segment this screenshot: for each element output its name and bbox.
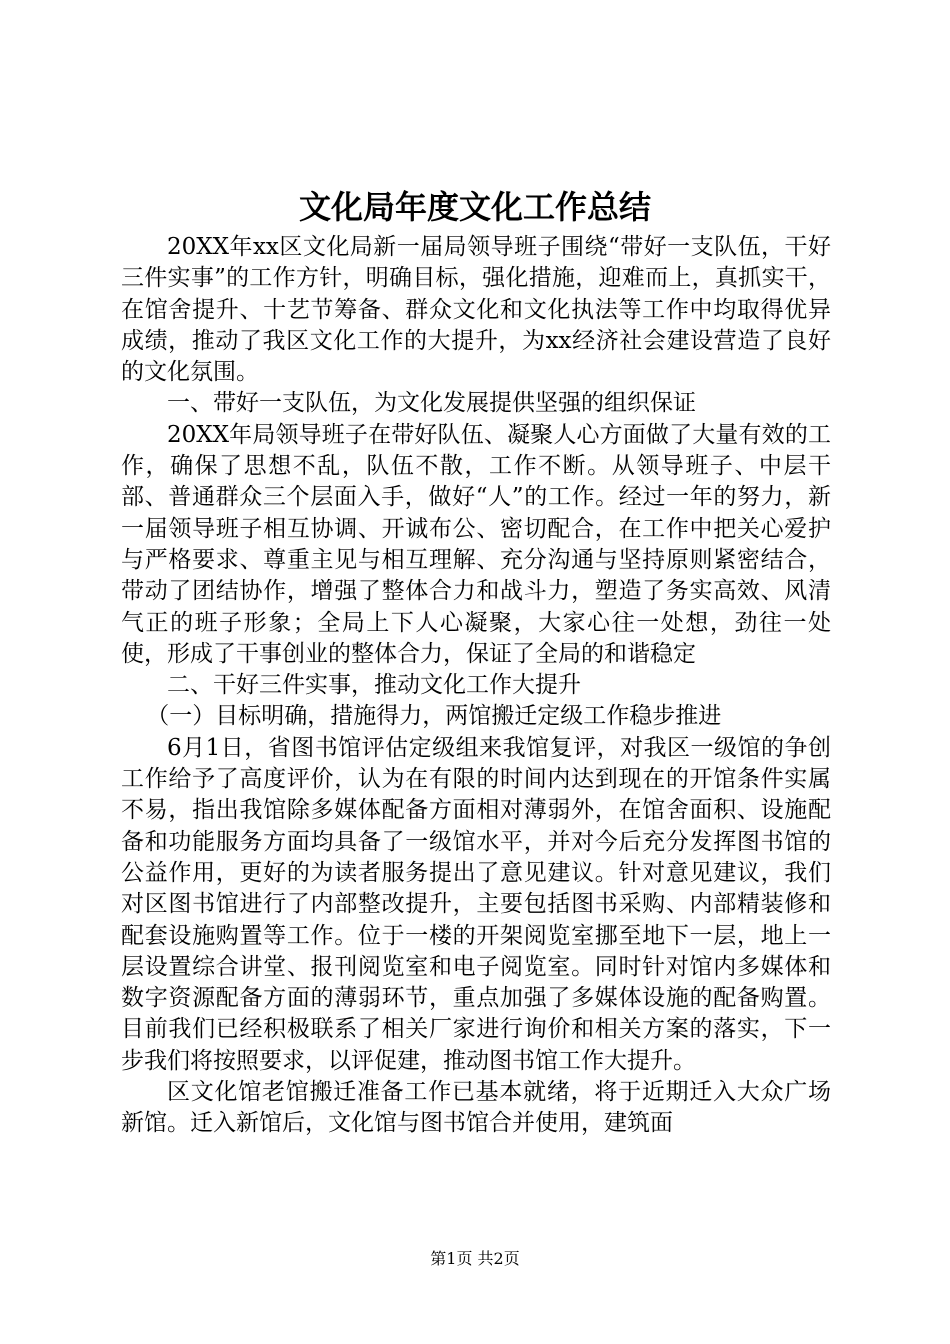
paragraph-library: 6月1日，省图书馆评估定级组来我馆复评，对我区一级馆的争创工作给予了高度评价，认为在有限的时间内达到现在的开馆条件实属不易，指出我馆除多媒体配备方面相对薄弱外，在馆舍面积、设施配备和功能服务方面均具备了一级馆水平，并对今后充分发挥图书馆的公益作用，更好的为读者服务提出了意见建议。针对意见建议，我们对区图书馆进行了内部整改提升，主要包括图书采购、内部精装修和配套设施购置等工作。位于一楼的开架阅览室挪至地下一层，地上一层设置综合讲堂、报刊阅览室和电子阅览室。同时针对馆内多媒体和数字资源配备方面的薄弱环节，重点加强了多媒体设施的配备购置。目前我们已经积极联系了相关厂家进行询价和相关方案的落实，下一步我们将按照要求，以评促建，推动图书馆工作大提升。 xyxy=(121,734,831,1074)
paragraph-cultural-center: 区文化馆老馆搬迁准备工作已基本就绪，将于近期迁入大众广场新馆。迁入新馆后，文化馆与图书馆合并使用，建筑面 xyxy=(121,1079,831,1137)
page-footer: 第1页 共2页 xyxy=(430,1249,520,1268)
subsection-heading-1: （一）目标明确，措施得力，两馆搬迁定级工作稳步推进 xyxy=(146,703,722,730)
section-heading-2: 二、干好三件实事，推动文化工作大提升 xyxy=(167,672,581,699)
paragraph-team: 20XX年局领导班子在带好队伍、凝聚人心方面做了大量有效的工作，确保了思想不乱，队伍不散，工作不断。从领导班子、中层干部、普通群众三个层面入手，做好“人”的工作。经过一年的努力，新一届领导班子相互协调、开诚布公、密切配合，在工作中把关心爱护与严格要求、尊重主见与相互理解、充分沟通与坚持原则紧密结合，带动了团结协作，增强了整体合力和战斗力，塑造了务实高效、风清气正的班子形象；全局上下人心凝聚，大家心往一处想，劲往一处使，形成了干事创业的整体合力，保证了全局的和谐稳定 xyxy=(121,421,831,667)
document-body xyxy=(121,232,831,1140)
paragraph-intro: 20XX年xx区文化局新一届局领导班子围绕“带好一支队伍，干好三件实事”的工作方针，明确目标，强化措施，迎难而上，真抓实干，在馆舍提升、十艺节筹备、群众文化和文化执法等工作中均取得优异成绩，推动了我区文化工作的大提升，为xx经济社会建设营造了良好的文化氛围。 xyxy=(121,234,831,386)
section-heading-1: 一、带好一支队伍，为文化发展提供坚强的组织保证 xyxy=(167,390,696,417)
document-title: 文化局年度文化工作总结 xyxy=(298,188,651,226)
